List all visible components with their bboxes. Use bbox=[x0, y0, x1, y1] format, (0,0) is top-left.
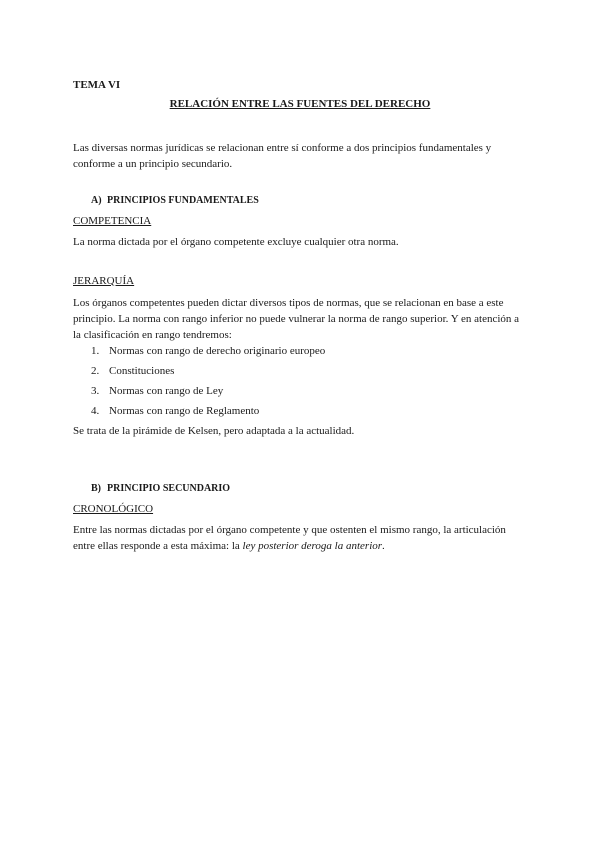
list-item-text: Constituciones bbox=[109, 365, 175, 377]
list-item-number: 2. bbox=[91, 365, 100, 377]
section-a-heading bbox=[91, 195, 259, 206]
list-item bbox=[91, 384, 325, 404]
list-item-text: Normas con rango de derecho originario europeo bbox=[109, 345, 326, 357]
list-item-text: Normas con rango de Reglamento bbox=[109, 405, 260, 417]
list-item-text: Normas con rango de Ley bbox=[109, 385, 224, 397]
list-item bbox=[91, 344, 325, 364]
page-title bbox=[0, 98, 600, 110]
competencia-paragraph: La norma dictada por el órgano competente excluye cualquier otra norma. bbox=[73, 236, 399, 248]
jerarquia-subheading: JERARQUÍA bbox=[73, 275, 135, 287]
cronologico-paragraph bbox=[73, 522, 528, 554]
cronologico-subheading: CRONOLÓGICO bbox=[73, 503, 154, 515]
page-title-text: RELACIÓN ENTRE LAS FUENTES DEL DERECHO bbox=[169, 98, 431, 110]
section-b-letter: B) bbox=[91, 483, 101, 494]
section-a-title: PRINCIPIOS FUNDAMENTALES bbox=[107, 195, 259, 206]
hierarchy-list bbox=[91, 344, 325, 424]
list-item-number: 1. bbox=[91, 345, 100, 357]
topic-number: TEMA VI bbox=[73, 79, 121, 91]
cronologico-text: Entre las normas dictadas por el órgano competente y que ostenten el mismo rango, la articulación entre ellas responde a esta máxima: la bbox=[73, 524, 506, 552]
intro-paragraph: Las diversas normas jurídicas se relacionan entre sí conforme a dos principios fundamentales y conforme a un principio secundario. bbox=[73, 142, 492, 170]
competencia-subheading: COMPETENCIA bbox=[73, 215, 152, 227]
list-item bbox=[91, 404, 325, 424]
jerarquia-paragraph: Los órganos competentes pueden dictar diversos tipos de normas, que se relacionan en base a este principio. La norma con rango inferior no puede vulnerar la norma de rango superior. Y en atención a la clasificación en rango tendremos: bbox=[73, 297, 520, 341]
cronologico-maxim: ley posterior deroga la anterior bbox=[242, 540, 383, 552]
section-b-heading bbox=[91, 483, 230, 494]
list-item bbox=[91, 364, 325, 384]
kelsen-paragraph: Se trata de la pirámide de Kelsen, pero adaptada a la actualidad. bbox=[73, 425, 355, 437]
list-item-number: 3. bbox=[91, 385, 100, 397]
section-a-letter: A) bbox=[91, 195, 102, 206]
list-item-number: 4. bbox=[91, 405, 100, 417]
cronologico-end: . bbox=[382, 540, 385, 552]
section-b-title: PRINCIPIO SECUNDARIO bbox=[107, 483, 231, 494]
